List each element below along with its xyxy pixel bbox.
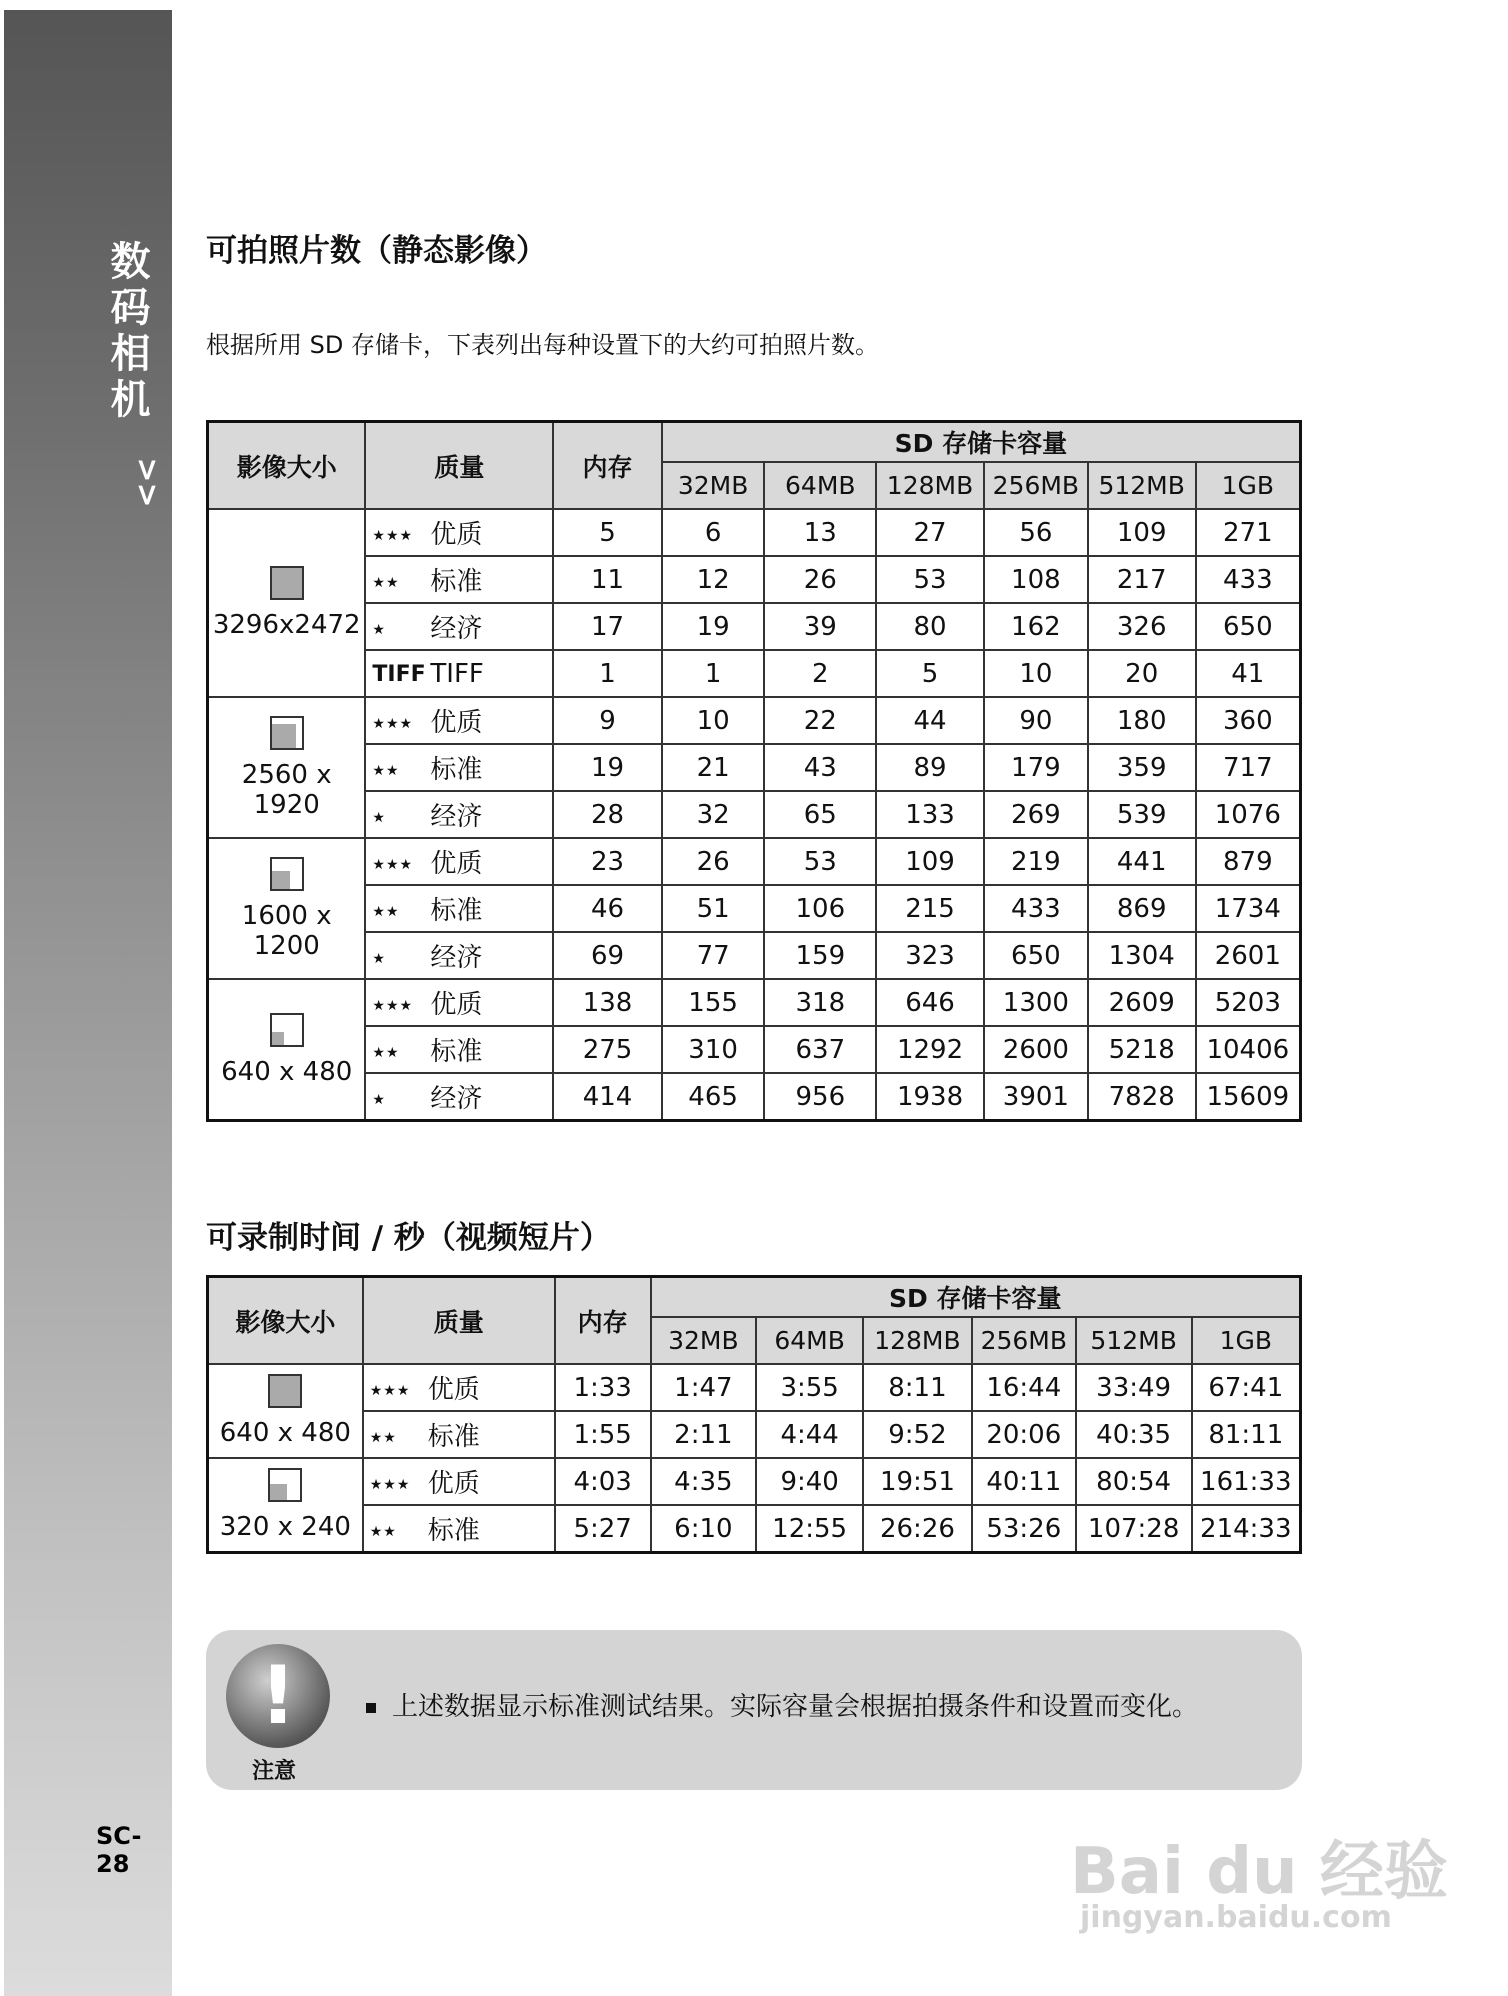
header-capacity-1gb: 1GB — [1192, 1317, 1301, 1364]
bullet-icon — [366, 1703, 376, 1713]
value-cell: 15609 — [1196, 1073, 1301, 1121]
value-cell: 1:47 — [651, 1364, 757, 1411]
header-quality: 质量 — [365, 422, 553, 510]
image-size-icon-fill — [272, 871, 290, 889]
table-row — [208, 979, 1301, 1026]
quality-cell — [365, 791, 553, 838]
quality-label: 经济 — [430, 943, 483, 973]
value-cell: 6:10 — [651, 1505, 757, 1553]
value-cell: 16:44 — [972, 1364, 1076, 1411]
value-cell: 90 — [984, 697, 1088, 744]
value-cell: 39 — [764, 603, 876, 650]
value-cell: 44 — [876, 697, 984, 744]
value-cell: 20:06 — [972, 1411, 1076, 1458]
quality-cell — [363, 1458, 555, 1505]
quality-label: TIFF — [430, 658, 484, 689]
quality-label: 经济 — [430, 1084, 483, 1114]
star-rating-icon: ★★★ — [369, 1476, 411, 1493]
value-cell: 155 — [662, 979, 765, 1026]
image-size-icon — [270, 566, 304, 600]
value-cell: 1938 — [876, 1073, 984, 1121]
quality-label: 标准 — [427, 1516, 480, 1546]
image-size-icon — [268, 1374, 302, 1408]
header-capacity-128mb: 128MB — [876, 462, 984, 509]
value-cell: 10 — [662, 697, 765, 744]
value-cell: 4:03 — [555, 1458, 651, 1505]
image-size-cell — [208, 979, 366, 1121]
value-cell: 3901 — [984, 1073, 1088, 1121]
quality-label: 优质 — [430, 849, 483, 879]
header-quality: 质量 — [363, 1277, 555, 1365]
table-row — [208, 791, 1301, 838]
image-size-label: 2560 x 1920 — [241, 759, 332, 820]
image-size-icon-fill — [270, 1484, 287, 1501]
exclamation-icon: ! — [226, 1644, 330, 1748]
table-row — [208, 885, 1301, 932]
value-cell: 51 — [662, 885, 765, 932]
photo-section-title: 可拍照片数（静态影像） — [206, 233, 547, 269]
value-cell: 5 — [876, 650, 984, 697]
value-cell: 717 — [1196, 744, 1301, 791]
value-cell: 80:54 — [1076, 1458, 1192, 1505]
image-size-icon — [268, 1468, 302, 1502]
header-image-size: 影像大小 — [208, 422, 366, 510]
header-capacity-32mb: 32MB — [662, 462, 765, 509]
value-cell: 41 — [1196, 650, 1301, 697]
image-size-icon — [270, 1013, 304, 1047]
table-row — [208, 697, 1301, 744]
header-capacity-128mb: 128MB — [863, 1317, 972, 1364]
value-cell: 5203 — [1196, 979, 1301, 1026]
value-cell: 26:26 — [863, 1505, 972, 1553]
quality-cell — [365, 838, 553, 885]
star-rating-icon: ★ — [372, 1091, 386, 1108]
value-cell: 56 — [984, 509, 1088, 556]
quality-cell — [365, 932, 553, 979]
quality-cell — [365, 1073, 553, 1121]
value-cell: 133 — [876, 791, 984, 838]
value-cell: 646 — [876, 979, 984, 1026]
value-cell: 9:40 — [756, 1458, 863, 1505]
value-cell: 433 — [1196, 556, 1301, 603]
tiff-mark: TIFF — [372, 661, 426, 687]
value-cell: 310 — [662, 1026, 765, 1073]
value-cell: 12 — [662, 556, 765, 603]
value-cell: 46 — [553, 885, 661, 932]
header-capacity-32mb: 32MB — [651, 1317, 757, 1364]
value-cell: 9:52 — [863, 1411, 972, 1458]
value-cell: 269 — [984, 791, 1088, 838]
image-size-label: 1600 x 1200 — [241, 900, 332, 961]
value-cell: 109 — [1088, 509, 1196, 556]
image-size-label: 320 x 240 — [219, 1512, 351, 1542]
header-capacity-64mb: 64MB — [764, 462, 876, 509]
value-cell: 27 — [876, 509, 984, 556]
table-row — [208, 1026, 1301, 1073]
quality-cell — [365, 885, 553, 932]
value-cell: 217 — [1088, 556, 1196, 603]
value-cell: 2601 — [1196, 932, 1301, 979]
quality-label: 标准 — [430, 567, 483, 597]
value-cell: 318 — [764, 979, 876, 1026]
value-cell: 106 — [764, 885, 876, 932]
table-row — [208, 838, 1301, 885]
quality-cell — [365, 509, 553, 556]
value-cell: 180 — [1088, 697, 1196, 744]
value-cell: 109 — [876, 838, 984, 885]
star-rating-icon: ★★★ — [372, 997, 414, 1014]
quality-label: 标准 — [427, 1422, 480, 1452]
value-cell: 80 — [876, 603, 984, 650]
table-row — [208, 650, 1301, 697]
star-rating-icon: ★★ — [372, 762, 400, 779]
value-cell: 465 — [662, 1073, 765, 1121]
value-cell: 19 — [553, 744, 661, 791]
image-size-icon — [270, 716, 304, 750]
value-cell: 40:11 — [972, 1458, 1076, 1505]
image-size-icon-fill — [272, 1032, 285, 1045]
star-rating-icon: ★★ — [369, 1523, 397, 1540]
value-cell: 2600 — [984, 1026, 1088, 1073]
value-cell: 1076 — [1196, 791, 1301, 838]
quality-cell — [363, 1505, 555, 1553]
watermark-logo: Bai du 经验 — [1070, 1835, 1448, 1909]
value-cell: 323 — [876, 932, 984, 979]
value-cell: 2:11 — [651, 1411, 757, 1458]
value-cell: 215 — [876, 885, 984, 932]
value-cell: 21 — [662, 744, 765, 791]
star-rating-icon: ★★★ — [372, 856, 414, 873]
note-text-line — [366, 1686, 1198, 1723]
header-sd-capacity: SD 存储卡容量 — [651, 1277, 1301, 1318]
value-cell: 1:55 — [555, 1411, 651, 1458]
value-cell: 1 — [553, 650, 661, 697]
sidebar-band — [4, 10, 172, 1996]
table-row — [208, 1505, 1301, 1553]
value-cell: 65 — [764, 791, 876, 838]
header-capacity-512mb: 512MB — [1076, 1317, 1192, 1364]
video-section-title: 可录制时间 / 秒（视频短片） — [206, 1220, 611, 1256]
quality-label: 标准 — [430, 1037, 483, 1067]
value-cell: 1734 — [1196, 885, 1301, 932]
image-size-label: 640 x 480 — [219, 1418, 351, 1448]
value-cell: 53 — [764, 838, 876, 885]
header-capacity-256mb: 256MB — [984, 462, 1088, 509]
quality-label: 经济 — [430, 614, 483, 644]
photo-count-table — [206, 420, 1302, 1122]
value-cell: 162 — [984, 603, 1088, 650]
star-rating-icon: ★★ — [369, 1429, 397, 1446]
quality-cell — [365, 744, 553, 791]
table-row — [208, 1073, 1301, 1121]
quality-cell — [365, 697, 553, 744]
value-cell: 650 — [1196, 603, 1301, 650]
star-rating-icon: ★ — [372, 950, 386, 967]
quality-cell — [365, 650, 553, 697]
table-row — [208, 509, 1301, 556]
image-size-icon-fill — [272, 724, 296, 748]
value-cell: 9 — [553, 697, 661, 744]
note-text: 上述数据显示标准测试结果。实际容量会根据拍摄条件和设置而变化。 — [392, 1692, 1199, 1722]
quality-cell — [365, 979, 553, 1026]
value-cell: 53 — [876, 556, 984, 603]
value-cell: 28 — [553, 791, 661, 838]
image-size-cell — [208, 838, 366, 979]
value-cell: 43 — [764, 744, 876, 791]
page-number: SC-28 — [96, 1822, 142, 1878]
image-size-label: 640 x 480 — [221, 1056, 353, 1087]
value-cell: 414 — [553, 1073, 661, 1121]
photo-section-intro: 根据所用 SD 存储卡，下表列出每种设置下的大约可拍照片数。 — [206, 331, 879, 359]
table-row — [208, 932, 1301, 979]
value-cell: 10406 — [1196, 1026, 1301, 1073]
header-capacity-512mb: 512MB — [1088, 462, 1196, 509]
quality-label: 优质 — [427, 1469, 480, 1499]
value-cell: 1:33 — [555, 1364, 651, 1411]
value-cell: 23 — [553, 838, 661, 885]
value-cell: 69 — [553, 932, 661, 979]
value-cell: 956 — [764, 1073, 876, 1121]
value-cell: 869 — [1088, 885, 1196, 932]
value-cell: 26 — [662, 838, 765, 885]
star-rating-icon: ★ — [372, 809, 386, 826]
value-cell: 17 — [553, 603, 661, 650]
value-cell: 275 — [553, 1026, 661, 1073]
value-cell: 6 — [662, 509, 765, 556]
value-cell: 81:11 — [1192, 1411, 1301, 1458]
image-size-cell — [208, 509, 366, 697]
value-cell: 13 — [764, 509, 876, 556]
table-row — [208, 556, 1301, 603]
value-cell: 879 — [1196, 838, 1301, 885]
value-cell: 138 — [553, 979, 661, 1026]
quality-label: 优质 — [427, 1375, 480, 1405]
image-size-label: 3296x2472 — [212, 610, 361, 640]
star-rating-icon: ★★★ — [369, 1382, 411, 1399]
image-size-cell — [208, 697, 366, 838]
chevron-right-icon: >> — [129, 457, 165, 508]
value-cell: 5:27 — [555, 1505, 651, 1553]
value-cell: 1300 — [984, 979, 1088, 1026]
value-cell: 10 — [984, 650, 1088, 697]
table-row — [208, 603, 1301, 650]
quality-cell — [365, 556, 553, 603]
value-cell: 40:35 — [1076, 1411, 1192, 1458]
watermark-url: jingyan.baidu.com — [1080, 1900, 1392, 1935]
value-cell: 53:26 — [972, 1505, 1076, 1553]
value-cell: 107:28 — [1076, 1505, 1192, 1553]
value-cell: 271 — [1196, 509, 1301, 556]
value-cell: 33:49 — [1076, 1364, 1192, 1411]
image-size-icon-fill — [270, 1376, 300, 1406]
quality-label: 优质 — [430, 990, 483, 1020]
header-capacity-1gb: 1GB — [1196, 462, 1301, 509]
video-time-table — [206, 1275, 1302, 1554]
quality-label: 经济 — [430, 802, 483, 832]
value-cell: 32 — [662, 791, 765, 838]
value-cell: 26 — [764, 556, 876, 603]
value-cell: 19 — [662, 603, 765, 650]
header-capacity-64mb: 64MB — [756, 1317, 863, 1364]
value-cell: 159 — [764, 932, 876, 979]
star-rating-icon: ★★ — [372, 1044, 400, 1061]
note-label: 注意 — [252, 1759, 297, 1784]
value-cell: 637 — [764, 1026, 876, 1073]
value-cell: 441 — [1088, 838, 1196, 885]
value-cell: 12:55 — [756, 1505, 863, 1553]
star-rating-icon: ★★★ — [372, 527, 414, 544]
value-cell: 5 — [553, 509, 661, 556]
value-cell: 4:44 — [756, 1411, 863, 1458]
header-memory: 内存 — [553, 422, 661, 510]
image-size-icon — [270, 857, 304, 891]
image-size-cell — [208, 1458, 363, 1553]
value-cell: 11 — [553, 556, 661, 603]
value-cell: 1304 — [1088, 932, 1196, 979]
value-cell: 1 — [662, 650, 765, 697]
value-cell: 359 — [1088, 744, 1196, 791]
note-box — [206, 1630, 1302, 1790]
value-cell: 5218 — [1088, 1026, 1196, 1073]
value-cell: 3:55 — [756, 1364, 863, 1411]
value-cell: 4:35 — [651, 1458, 757, 1505]
value-cell: 179 — [984, 744, 1088, 791]
value-cell: 214:33 — [1192, 1505, 1301, 1553]
sidebar-title: 数码相机 — [104, 240, 150, 424]
quality-cell — [363, 1411, 555, 1458]
value-cell: 2 — [764, 650, 876, 697]
star-rating-icon: ★★ — [372, 903, 400, 920]
header-sd-capacity: SD 存储卡容量 — [662, 422, 1301, 463]
value-cell: 433 — [984, 885, 1088, 932]
header-memory: 内存 — [555, 1277, 651, 1365]
value-cell: 22 — [764, 697, 876, 744]
value-cell: 2609 — [1088, 979, 1196, 1026]
value-cell: 360 — [1196, 697, 1301, 744]
table-row — [208, 1458, 1301, 1505]
value-cell: 326 — [1088, 603, 1196, 650]
image-size-icon-fill — [272, 568, 302, 598]
value-cell: 8:11 — [863, 1364, 972, 1411]
quality-label: 优质 — [430, 520, 483, 550]
value-cell: 7828 — [1088, 1073, 1196, 1121]
value-cell: 89 — [876, 744, 984, 791]
value-cell: 219 — [984, 838, 1088, 885]
value-cell: 108 — [984, 556, 1088, 603]
star-rating-icon: ★ — [372, 621, 386, 638]
header-image-size: 影像大小 — [208, 1277, 363, 1365]
table-row — [208, 1364, 1301, 1411]
table-row — [208, 1411, 1301, 1458]
value-cell: 1292 — [876, 1026, 984, 1073]
value-cell: 20 — [1088, 650, 1196, 697]
value-cell: 19:51 — [863, 1458, 972, 1505]
quality-cell — [365, 1026, 553, 1073]
quality-label: 标准 — [430, 755, 483, 785]
quality-label: 优质 — [430, 708, 483, 738]
value-cell: 650 — [984, 932, 1088, 979]
table-row — [208, 744, 1301, 791]
value-cell: 67:41 — [1192, 1364, 1301, 1411]
value-cell: 77 — [662, 932, 765, 979]
value-cell: 161:33 — [1192, 1458, 1301, 1505]
quality-cell — [365, 603, 553, 650]
star-rating-icon: ★★★ — [372, 715, 414, 732]
quality-cell — [363, 1364, 555, 1411]
image-size-cell — [208, 1364, 363, 1458]
quality-label: 标准 — [430, 896, 483, 926]
value-cell: 539 — [1088, 791, 1196, 838]
star-rating-icon: ★★ — [372, 574, 400, 591]
header-capacity-256mb: 256MB — [972, 1317, 1076, 1364]
